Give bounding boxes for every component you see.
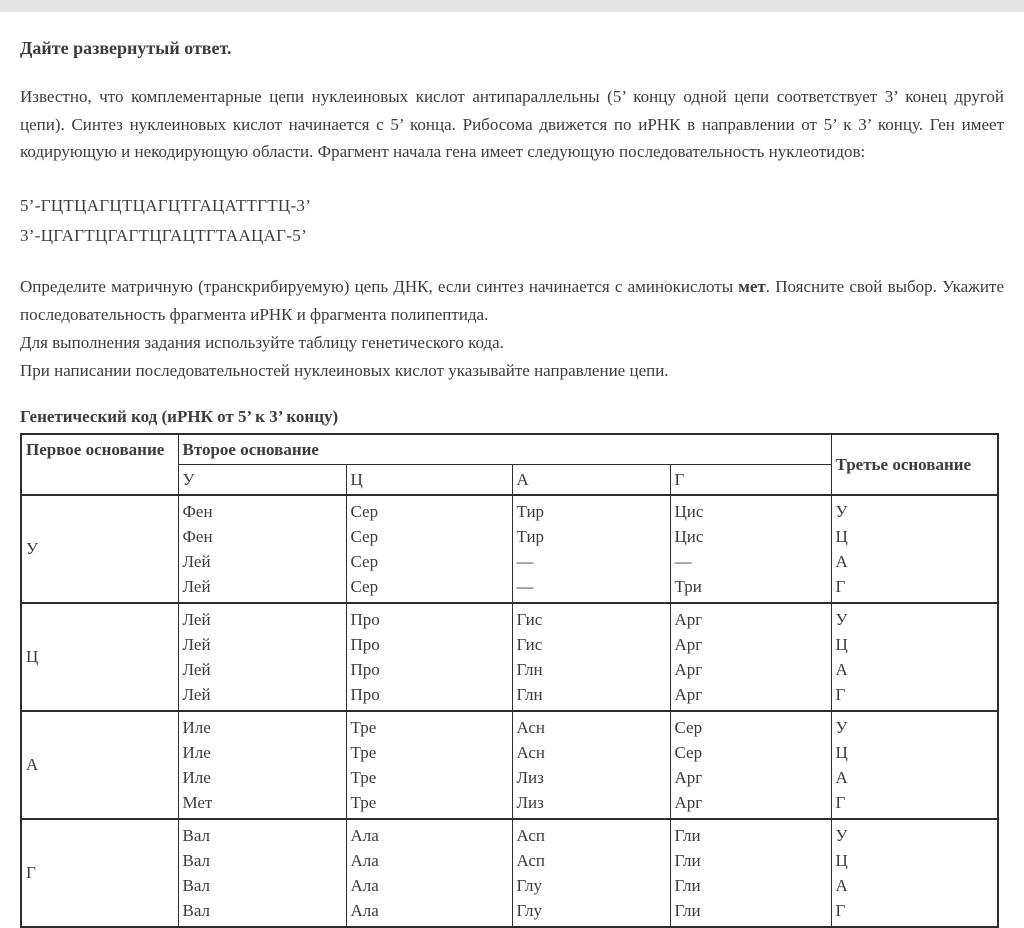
task-line-3: При написании последовательностей нуклеиновых кислот указывайте направление цепи. xyxy=(20,360,669,380)
amino-acid: Ала xyxy=(350,850,379,870)
amino-acid: Цис xyxy=(674,501,704,521)
amino-acid-cell xyxy=(670,819,831,927)
amino-acid-cell xyxy=(178,711,346,819)
amino-acid: Тре xyxy=(350,717,377,737)
page-title: Дайте развернутый ответ. xyxy=(20,38,232,58)
third-base: А xyxy=(835,875,848,895)
amino-acid-cell xyxy=(178,603,346,711)
amino-acid: Сер xyxy=(350,576,379,596)
amino-acid: Тре xyxy=(350,742,377,762)
amino-acid: Гис xyxy=(516,634,543,654)
amino-acid: Арг xyxy=(674,659,703,679)
header-first-base: Первое основание xyxy=(21,434,178,495)
table-row xyxy=(21,819,998,927)
amino-acid: — xyxy=(674,551,692,571)
amino-acid-cell xyxy=(670,603,831,711)
header-second-base-c: Ц xyxy=(346,464,512,495)
first-base-cell: А xyxy=(21,711,178,819)
table-row xyxy=(21,495,998,603)
third-base: А xyxy=(835,659,848,679)
table-row xyxy=(21,711,998,819)
amino-acid: Асп xyxy=(516,850,545,870)
third-base: У xyxy=(835,717,848,737)
amino-acid-cell xyxy=(512,603,670,711)
amino-acid-cell xyxy=(178,495,346,603)
third-base: Г xyxy=(835,576,846,596)
amino-acid: Лей xyxy=(182,551,211,571)
amino-acid: Арг xyxy=(674,792,703,812)
third-base: Ц xyxy=(835,850,848,870)
amino-acid: Гли xyxy=(674,850,701,870)
task-text-after: . Поясните свой выбор. Укажите последовательность фрагмента иРНК и фрагмента полипептида. xyxy=(20,276,1004,324)
table-header xyxy=(21,434,998,495)
amino-acid: Глн xyxy=(516,684,543,704)
amino-acid: Ала xyxy=(350,900,379,920)
amino-acid: Иле xyxy=(182,742,211,762)
first-base-cell: Г xyxy=(21,819,178,927)
third-base: А xyxy=(835,551,848,571)
first-base-cell: У xyxy=(21,495,178,603)
amino-acid: Лей xyxy=(182,659,211,679)
task-line-2: Для выполнения задания используйте таблицу генетического кода. xyxy=(20,332,504,352)
amino-acid-cell xyxy=(346,819,512,927)
amino-acid: Иле xyxy=(182,717,211,737)
amino-acid: Асн xyxy=(516,742,545,762)
amino-acid: Лей xyxy=(182,609,211,629)
amino-acid-cell xyxy=(512,711,670,819)
dna-strand-1: 5’-ГЦТЦАГЦТЦАГЦТГАЦАТТГТЦ-3’ xyxy=(20,195,312,215)
header-second-base-a: А xyxy=(512,464,670,495)
amino-acid: Гли xyxy=(674,900,701,920)
amino-acid: Вал xyxy=(182,875,211,895)
amino-acid: Лиз xyxy=(516,767,544,787)
amino-acid: Гли xyxy=(674,875,701,895)
third-base: Г xyxy=(835,900,846,920)
task-met-bold: мет xyxy=(738,276,766,296)
third-base-cell xyxy=(831,819,998,927)
amino-acid: Тре xyxy=(350,767,377,787)
genetic-code-table xyxy=(20,433,999,928)
third-base: У xyxy=(835,501,848,521)
header-second-base: Второе основание xyxy=(178,434,831,465)
amino-acid-cell xyxy=(670,711,831,819)
amino-acid: Глу xyxy=(516,900,543,920)
third-base: У xyxy=(835,825,848,845)
table-row xyxy=(21,603,998,711)
amino-acid-cell xyxy=(178,819,346,927)
third-base: Г xyxy=(835,684,846,704)
amino-acid-cell xyxy=(346,495,512,603)
amino-acid: Лей xyxy=(182,684,211,704)
amino-acid: — xyxy=(516,576,534,596)
amino-acid: Фен xyxy=(182,526,213,546)
amino-acid: Про xyxy=(350,684,380,704)
amino-acid: Гис xyxy=(516,609,543,629)
amino-acid: Гли xyxy=(674,825,701,845)
first-base-cell: Ц xyxy=(21,603,178,711)
amino-acid-cell xyxy=(512,495,670,603)
amino-acid: Арг xyxy=(674,634,703,654)
third-base-cell xyxy=(831,495,998,603)
header-second-base-u: У xyxy=(178,464,346,495)
amino-acid: Тир xyxy=(516,501,545,521)
amino-acid-cell xyxy=(346,603,512,711)
amino-acid: Глу xyxy=(516,875,543,895)
top-bar xyxy=(0,0,1024,12)
third-base: Ц xyxy=(835,742,848,762)
amino-acid: — xyxy=(516,551,534,571)
amino-acid-cell xyxy=(346,711,512,819)
table-body xyxy=(21,495,998,927)
intro-paragraph: Известно, что комплементарные цепи нуклеиновых кислот антипараллельны (5’ концу одной цепи соответствует 3’ конец другой цепи). Синтез нуклеиновых кислот начинается с 5’ конца. Рибосома движется по иРНК в направлении от 5’ к 3’ концу. Ген имеет кодирующую и некодирующую области. Фрагмент начала гена имеет следующую последовательность нуклеотидов: xyxy=(20,87,1004,161)
dna-strand-2: 3’-ЦГАГТЦГАГТЦГАЦТГТААЦАГ-5’ xyxy=(20,225,308,245)
third-base-cell xyxy=(831,711,998,819)
amino-acid: Мет xyxy=(182,792,213,812)
amino-acid-cell xyxy=(670,495,831,603)
amino-acid: Три xyxy=(674,576,702,596)
amino-acid: Сер xyxy=(674,742,703,762)
amino-acid-cell xyxy=(512,819,670,927)
third-base: Ц xyxy=(835,634,848,654)
amino-acid: Про xyxy=(350,609,380,629)
third-base: У xyxy=(835,609,848,629)
amino-acid: Вал xyxy=(182,825,211,845)
amino-acid: Тре xyxy=(350,792,377,812)
amino-acid: Лей xyxy=(182,576,211,596)
header-second-base-g: Г xyxy=(670,464,831,495)
amino-acid: Сер xyxy=(350,551,379,571)
table-title: Генетический код (иРНК от 5’ к 3’ концу) xyxy=(20,406,339,426)
amino-acid: Вал xyxy=(182,900,211,920)
amino-acid: Лей xyxy=(182,634,211,654)
amino-acid: Цис xyxy=(674,526,704,546)
amino-acid: Иле xyxy=(182,767,211,787)
header-third-base: Третье основание xyxy=(831,434,998,495)
task-text-before: Определите матричную (транскрибируемую) цепь ДНК, если синтез начинается с аминокислоты xyxy=(20,276,739,296)
amino-acid: Асн xyxy=(516,717,545,737)
dna-sequences xyxy=(20,191,1004,251)
amino-acid: Арг xyxy=(674,609,703,629)
amino-acid: Сер xyxy=(674,717,703,737)
amino-acid: Асп xyxy=(516,825,545,845)
amino-acid: Ала xyxy=(350,825,379,845)
amino-acid: Сер xyxy=(350,526,379,546)
amino-acid: Фен xyxy=(182,501,213,521)
amino-acid: Про xyxy=(350,659,380,679)
amino-acid: Вал xyxy=(182,850,211,870)
amino-acid: Глн xyxy=(516,659,543,679)
amino-acid: Сер xyxy=(350,501,379,521)
amino-acid: Ала xyxy=(350,875,379,895)
amino-acid: Про xyxy=(350,634,380,654)
third-base: Ц xyxy=(835,526,848,546)
task-block xyxy=(20,273,1004,385)
third-base-cell xyxy=(831,603,998,711)
task-paragraph xyxy=(20,273,1004,329)
amino-acid: Арг xyxy=(674,767,703,787)
document-page xyxy=(0,12,1024,928)
amino-acid: Тир xyxy=(516,526,545,546)
third-base: А xyxy=(835,767,848,787)
amino-acid: Арг xyxy=(674,684,703,704)
amino-acid: Лиз xyxy=(516,792,544,812)
third-base: Г xyxy=(835,792,846,812)
